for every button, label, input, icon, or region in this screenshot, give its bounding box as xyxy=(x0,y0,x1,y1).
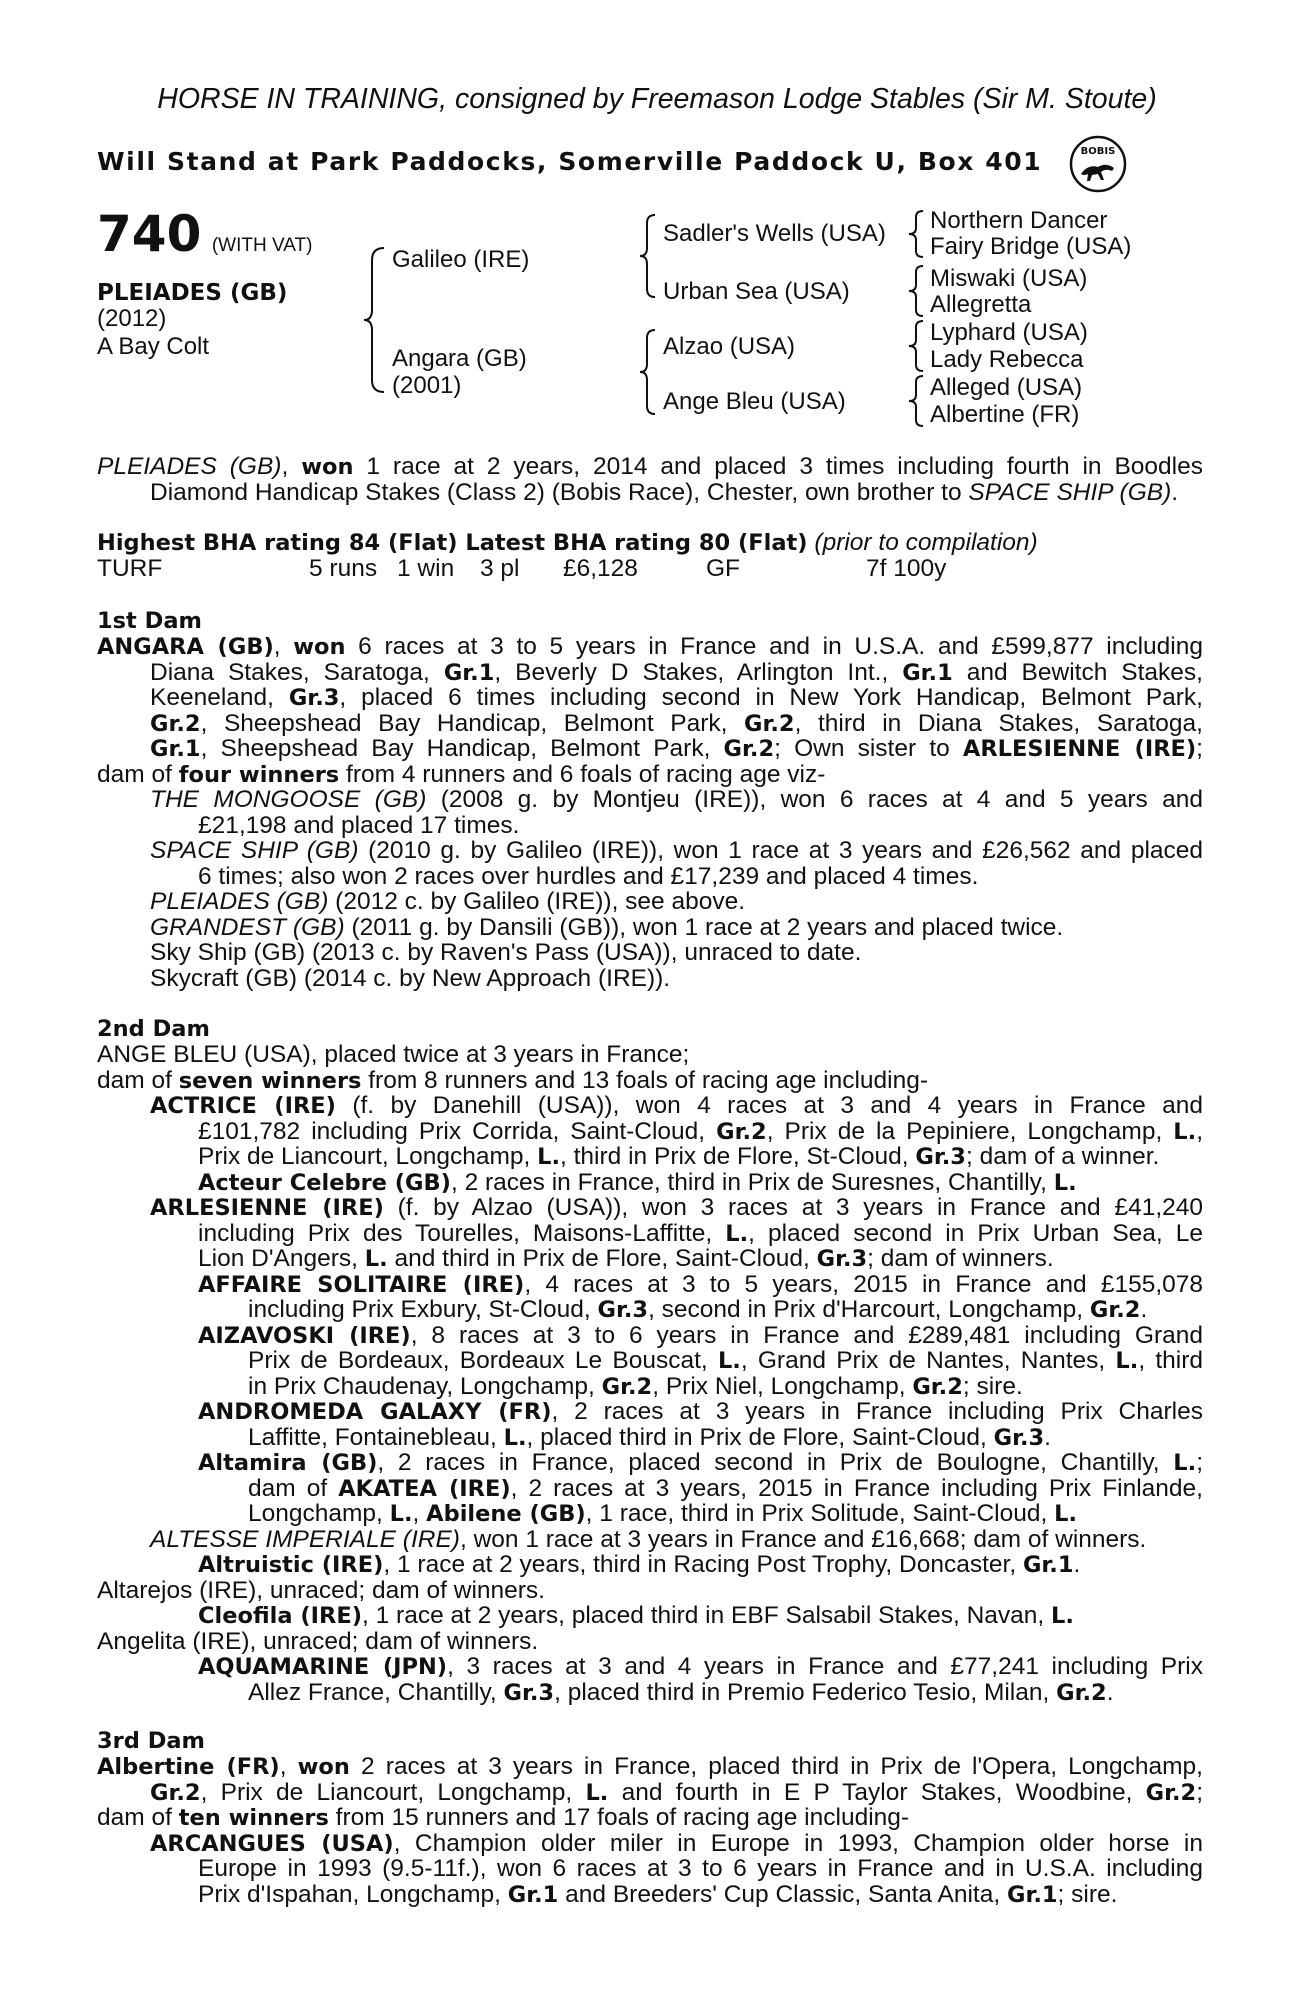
dam3-text: ; sire. xyxy=(1057,1880,1118,1908)
horse-name: PLEIADES (GB) xyxy=(97,280,288,306)
dam3-text: Europe in 1993 (9.5-11f.), won 6 races at 3 to 6 years in France and in U.S.A. including xyxy=(198,1855,1203,1882)
stand-location: Will Stand at Park Paddocks, Somerville Paddock U, Box 401 xyxy=(97,147,1043,176)
dam3-heading: 3rd Dam xyxy=(97,1728,205,1754)
dam1-text: , Beverly D Stakes, Arlington Int., xyxy=(494,658,903,686)
pedigree-sire-sire: Sadler's Wells (USA) xyxy=(663,220,886,247)
dam2-text: L. xyxy=(1173,1450,1197,1476)
dam2-line xyxy=(248,1476,1203,1502)
dam2-text: , 2 races at 3 years in France including Prix Charles xyxy=(551,1398,1203,1425)
race-record-wins: 1 win xyxy=(397,555,455,582)
dam2-line xyxy=(97,1629,538,1655)
dam1-text: 6 times; also won 2 races over hurdles and £17,239 and placed 4 times. xyxy=(198,862,979,890)
dam2-text: Lion D'Angers, xyxy=(198,1245,365,1272)
dam2-text: , 1 race at 2 years, placed third in EBF Salsabil Stakes, Navan, xyxy=(361,1602,1052,1629)
race-record-surface: TURF xyxy=(97,555,163,582)
pedigree-brace-main xyxy=(362,246,388,394)
dam2-text: AKATEA (IRE) xyxy=(338,1475,511,1502)
pedigree-g3-3: Miswaki (USA) xyxy=(930,265,1088,292)
dam2-text: L. xyxy=(1051,1603,1074,1629)
dam2-text: dam of xyxy=(97,1066,179,1094)
dam1-text: ANGARA (GB) xyxy=(97,634,274,660)
dam3-line xyxy=(150,1780,1203,1806)
dam2-text: . xyxy=(1106,1678,1114,1706)
dam2-text: AIZAVOSKI (IRE) xyxy=(198,1322,411,1349)
dam2-text: L. xyxy=(717,1348,741,1374)
pedigree-g3-8: Albertine (FR) xyxy=(930,401,1080,428)
dam2-text: Gr.2 xyxy=(601,1373,653,1400)
dam2-text: ANDROMEDA GALAXY (FR) xyxy=(198,1399,552,1425)
dam2-text: Gr.2 xyxy=(912,1373,963,1400)
dam2-text: Gr.3 xyxy=(816,1246,868,1272)
dam3-line xyxy=(198,1856,1203,1882)
dam2-text: Angelita (IRE), unraced; dam of winners. xyxy=(97,1627,539,1655)
dam1-text: won xyxy=(293,634,346,660)
dam2-text: including Prix Exbury, St-Cloud, xyxy=(248,1296,598,1323)
dam2-text: ; dam of winners. xyxy=(867,1245,1054,1272)
dam1-text: ARLESIENNE (IRE) xyxy=(962,736,1197,762)
dam2-line xyxy=(97,1042,689,1068)
dam1-text: (2008 g. by Montjeu (IRE)), won 6 races at 4 and 5 years and xyxy=(426,786,1203,813)
pedigree-brace-g3-4 xyxy=(906,374,926,428)
dam3-text: dam of xyxy=(97,1804,179,1831)
dam1-text: , third in Diana Stakes, Saratoga, xyxy=(794,709,1203,737)
dam2-text: Gr.2 xyxy=(716,1118,767,1145)
horse-description: A Bay Colt xyxy=(97,333,210,360)
pedigree-sire: Galileo (IRE) xyxy=(392,246,530,273)
dam1-line xyxy=(198,813,519,839)
dam3-line xyxy=(97,1754,1203,1780)
dam3-text: , xyxy=(279,1753,298,1780)
dam2-text: ; xyxy=(1196,1449,1203,1476)
dam2-text: ALTESSE IMPERIALE (IRE) xyxy=(150,1525,460,1553)
pedigree-g3-2: Fairy Bridge (USA) xyxy=(930,233,1132,260)
dam1-text: SPACE SHIP (GB) xyxy=(150,837,359,864)
dam1-line xyxy=(150,940,861,966)
dam2-text: , 3 races at 3 and 4 years in France and £77,241 including Prix xyxy=(447,1653,1203,1680)
dam1-text: GRANDEST (GB) xyxy=(150,913,345,941)
dam1-text: and Bewitch Stakes, xyxy=(952,658,1203,686)
dam2-text: seven winners xyxy=(178,1067,362,1094)
pedigree-brace-g3-1 xyxy=(906,209,926,259)
race-record-placed: 3 pl xyxy=(480,555,520,582)
dam2-text: , 1 race at 2 years, third in Racing Post Trophy, Doncaster, xyxy=(383,1551,1023,1578)
dam1-line xyxy=(150,915,1063,941)
dam2-line xyxy=(150,1527,1146,1553)
dam2-text: including Prix des Tourelles, Maisons-Laffitte, xyxy=(198,1219,726,1247)
dam2-line xyxy=(150,1195,1203,1221)
dam2-text: , Prix Niel, Longchamp, xyxy=(652,1372,913,1400)
dam1-text: Gr.1 xyxy=(902,659,953,686)
dam1-text: Skycraft (GB) (2014 c. by New Approach (IRE)). xyxy=(150,964,671,992)
dam2-text: £101,782 including Prix Corrida, Saint-Cloud, xyxy=(198,1117,717,1145)
dam1-line xyxy=(150,966,670,992)
dam2-text: L. xyxy=(1053,1169,1077,1196)
dam2-line xyxy=(248,1348,1203,1374)
dam2-text: Cleofila (IRE) xyxy=(198,1603,362,1629)
dam2-text: , third xyxy=(1138,1347,1204,1374)
dam2-text: , third in Prix de Flore, St-Cloud, xyxy=(560,1143,916,1170)
dam2-text: , placed second in Prix Urban Sea, Le xyxy=(748,1219,1204,1247)
dam2-text: L. xyxy=(725,1220,749,1247)
pedigree-brace-g3-2 xyxy=(906,264,926,318)
dam1-line xyxy=(198,864,978,890)
dam2-text: Prix de Bordeaux, Bordeaux Le Bouscat, xyxy=(248,1347,718,1374)
dam2-text: , placed third in Premio Federico Tesio, Milan, xyxy=(554,1678,1057,1706)
dam2-line xyxy=(248,1374,1023,1400)
dam2-text: AFFAIRE SOLITAIRE (IRE) xyxy=(198,1271,525,1298)
dam1-text: Gr.2 xyxy=(744,710,795,737)
dam2-text: ARLESIENNE (IRE) xyxy=(150,1195,384,1221)
dam1-text: Gr.1 xyxy=(443,659,495,686)
dam2-text: Altarejos (IRE), unraced; dam of winners. xyxy=(97,1576,545,1604)
dam2-text: L. xyxy=(1054,1501,1078,1527)
dam3-text: L. xyxy=(585,1779,609,1806)
dam1-line xyxy=(150,787,1203,813)
dam2-text: and third in Prix de Flore, Saint-Cloud, xyxy=(387,1245,817,1272)
dam2-text: , Prix de la Pepiniere, Longchamp, xyxy=(766,1117,1174,1145)
dam2-line xyxy=(198,1323,1203,1349)
dam1-text: from 4 runners and 6 foals of racing age viz- xyxy=(339,760,826,788)
dam2-text: L. xyxy=(389,1501,413,1527)
dam2-line xyxy=(248,1501,1077,1527)
dam3-line xyxy=(150,1831,1203,1857)
dam3-text: and Breeders' Cup Classic, Santa Anita, xyxy=(558,1880,1007,1908)
race-record-going: GF xyxy=(706,555,741,582)
bobis-logo xyxy=(1068,134,1128,194)
dam1-text: 6 races at 3 to 5 years in France and in U.S.A. and £599,877 including xyxy=(345,633,1203,660)
intro-line-2: Diamond Handicap Stakes (Class 2) (Bobis Race), Chester, own brother to SPACE SHIP (GB). xyxy=(150,479,1179,506)
pedigree-g3-6: Lady Rebecca xyxy=(930,346,1084,373)
dam2-line xyxy=(248,1680,1114,1706)
dam3-text: won xyxy=(297,1754,350,1780)
dam2-text: Altamira (GB) xyxy=(198,1450,378,1476)
dam3-text: Gr.1 xyxy=(1006,1881,1058,1908)
dam3-line xyxy=(198,1882,1117,1908)
pedigree-dam-sire: Alzao (USA) xyxy=(663,333,796,360)
dam2-line xyxy=(97,1578,545,1604)
pedigree-g3-7: Alleged (USA) xyxy=(930,374,1083,401)
dam2-text: , placed third in Prix de Flore, Saint-Cloud, xyxy=(526,1423,994,1451)
pedigree-sire-dam: Urban Sea (USA) xyxy=(663,278,850,305)
bobis-logo-text: BOBIS xyxy=(1080,146,1116,157)
dam2-text: Gr.1 xyxy=(1022,1552,1074,1578)
dam2-line xyxy=(198,1399,1203,1425)
dam2-text: Gr.2 xyxy=(1089,1297,1141,1323)
dam2-line xyxy=(198,1552,1080,1578)
dam1-line xyxy=(150,889,745,915)
dam2-text: , second in Prix d'Harcourt, Longchamp, xyxy=(648,1296,1090,1323)
dam2-text: (f. by Alzao (USA)), won 3 races at 3 years in France and £41,240 xyxy=(383,1194,1204,1221)
dam2-text: L. xyxy=(1115,1348,1139,1374)
dam3-text: , Prix de Liancourt, Longchamp, xyxy=(200,1778,586,1806)
dam2-heading: 2nd Dam xyxy=(97,1016,210,1042)
dam2-text: , 8 races at 3 to 6 years in France and £289,481 including Grand xyxy=(410,1321,1204,1349)
dam2-text: L. xyxy=(537,1144,561,1170)
dam1-text: Gr.3 xyxy=(288,685,340,711)
dam1-text: Diana Stakes, Saratoga, xyxy=(150,658,444,686)
dam2-text: Gr.3 xyxy=(915,1144,966,1170)
pedigree-brace-sire xyxy=(638,213,658,299)
dam2-line xyxy=(248,1425,1051,1451)
dam1-line xyxy=(150,711,1203,737)
dam2-line xyxy=(198,1654,1203,1680)
dam2-line xyxy=(150,1093,1203,1119)
dam2-text: . xyxy=(1073,1551,1081,1578)
dam3-text: Albertine (FR) xyxy=(97,1754,280,1780)
dam2-text: , 1 race, third in Prix Solitude, Saint-Cloud, xyxy=(585,1500,1055,1527)
dam1-text: , xyxy=(273,633,294,660)
pedigree-brace-g3-3 xyxy=(906,319,926,373)
dam2-line xyxy=(198,1119,1203,1145)
dam3-text: from 15 runners and 17 foals of racing age including- xyxy=(328,1804,910,1831)
bha-rating: Highest BHA rating 84 (Flat) Latest BHA rating 80 (Flat) (prior to compilation) xyxy=(97,529,1038,556)
pedigree-g3-1: Northern Dancer xyxy=(930,207,1108,234)
dam2-text: Gr.3 xyxy=(993,1424,1045,1451)
dam2-line xyxy=(198,1603,1074,1629)
race-record-distance: 7f 100y xyxy=(866,555,947,582)
pedigree-g3-4: Allegretta xyxy=(930,291,1032,318)
dam2-text: from 8 runners and 13 foals of racing age including- xyxy=(361,1066,928,1094)
pedigree-dam-dam: Ange Bleu (USA) xyxy=(663,388,846,415)
dam1-text: Gr.2 xyxy=(150,710,201,737)
pedigree-brace-dam xyxy=(638,328,658,416)
dam2-line xyxy=(198,1170,1077,1196)
dam2-text: , 2 races in France, third in Prix de Suresnes, Chantilly, xyxy=(450,1168,1054,1196)
dam2-text: ; dam of a winner. xyxy=(965,1143,1160,1170)
dam2-line xyxy=(198,1246,1054,1272)
horse-year: (2012) xyxy=(97,305,167,332)
dam1-text: £21,198 and placed 17 times. xyxy=(198,811,520,839)
race-record-runs: 5 runs xyxy=(309,555,378,582)
dam2-line xyxy=(248,1297,1147,1323)
dam1-text: Gr.1 xyxy=(150,736,201,762)
dam1-text: (2011 g. by Dansili (GB)), won 1 race at 2 years and placed twice. xyxy=(344,913,1064,941)
dam3-text: ARCANGUES (USA) xyxy=(150,1830,394,1857)
dam3-text: Gr.2 xyxy=(1145,1779,1197,1806)
dam2-line xyxy=(97,1068,928,1094)
dam2-text: Allez France, Chantilly, xyxy=(248,1678,504,1706)
dam2-text: , Grand Prix de Nantes, Nantes, xyxy=(740,1347,1116,1374)
dam2-text: Abilene (GB) xyxy=(426,1501,586,1527)
dam2-text: , 2 races at 3 years, 2015 in France including Prix Finlande, xyxy=(510,1474,1203,1502)
pedigree-dam-year: (2001) xyxy=(392,372,462,399)
dam3-text: Prix d'Ispahan, Longchamp, xyxy=(198,1880,508,1908)
dam1-text: , Sheepshead Bay Handicap, Belmont Park, xyxy=(200,735,724,762)
dam2-text: L. xyxy=(1173,1118,1197,1145)
dam3-text: ten winners xyxy=(178,1805,329,1831)
dam1-text: PLEIADES (GB) xyxy=(150,888,329,915)
dam2-text: ANGE BLEU (USA), placed twice at 3 years in France; xyxy=(97,1041,690,1068)
dam2-text: Gr.2 xyxy=(1056,1679,1107,1706)
dam3-text: and fourth in E P Taylor Stakes, Woodbine, xyxy=(608,1778,1146,1806)
dam1-line xyxy=(150,685,1203,711)
dam1-text: Keeneland, xyxy=(150,684,289,711)
dam2-text: AQUAMARINE (JPN) xyxy=(198,1654,448,1680)
dam2-text: L. xyxy=(503,1424,527,1451)
dam3-line xyxy=(97,1805,909,1831)
dam2-text: dam of xyxy=(248,1474,339,1502)
dam1-text: dam of xyxy=(97,760,179,788)
dam2-text: , xyxy=(412,1500,427,1527)
race-record-prize: £6,128 xyxy=(563,555,638,582)
dam1-text: , Sheepshead Bay Handicap, Belmont Park, xyxy=(200,709,745,737)
dam1-line xyxy=(97,634,1203,660)
dam2-text: . xyxy=(1140,1296,1148,1323)
dam2-text: ; sire. xyxy=(962,1372,1023,1400)
pedigree-g3-5: Lyphard (USA) xyxy=(930,319,1088,346)
dam3-text: Gr.1 xyxy=(507,1881,559,1908)
dam2-text: Gr.3 xyxy=(503,1679,555,1706)
dam3-text: Gr.2 xyxy=(150,1779,201,1806)
dam1-text: Sky Ship (GB) (2013 c. by Raven's Pass (USA)), unraced to date. xyxy=(150,939,862,966)
dam2-text: Gr.3 xyxy=(597,1297,649,1323)
dam1-text: , placed 6 times including second in New York Handicap, Belmont Park, xyxy=(339,684,1203,711)
dam2-text: (f. by Danehill (USA)), won 4 races at 3 and 4 years in France and xyxy=(335,1092,1203,1119)
dam2-text: , 2 races in France, placed second in Prix de Boulogne, Chantilly, xyxy=(377,1449,1174,1476)
dam3-text: ; xyxy=(1196,1778,1203,1806)
intro-line-1: PLEIADES (GB), won 1 race at 2 years, 2014 and placed 3 times including fourth in Boodles xyxy=(97,453,1204,480)
dam2-text: , xyxy=(1196,1117,1203,1145)
dam1-text: THE MONGOOSE (GB) xyxy=(150,786,427,813)
dam1-line xyxy=(97,762,825,788)
pedigree-dam: Angara (GB) xyxy=(392,345,527,372)
dam1-heading: 1st Dam xyxy=(97,608,202,634)
dam2-text: , 4 races at 3 to 5 years, 2015 in France and £155,078 xyxy=(524,1270,1204,1298)
dam1-text: ; Own sister to xyxy=(774,735,963,762)
dam2-text: Acteur Celebre (GB) xyxy=(198,1169,451,1196)
dam2-text: Longchamp, xyxy=(248,1500,390,1527)
dam2-text: L. xyxy=(364,1246,388,1272)
dam2-text: . xyxy=(1044,1423,1051,1451)
dam1-text: ; xyxy=(1196,735,1203,762)
dam2-text: Laffitte, Fontainebleau, xyxy=(248,1423,504,1451)
dam2-line xyxy=(198,1272,1203,1298)
dam2-text: Prix de Liancourt, Longchamp, xyxy=(198,1143,538,1170)
dam3-text: , Champion older miler in Europe in 1993, Champion older horse in xyxy=(393,1829,1203,1857)
dam2-line xyxy=(198,1450,1203,1476)
dam2-line xyxy=(198,1221,1203,1247)
dam2-text: ACTRICE (IRE) xyxy=(150,1093,336,1119)
dam3-text: 2 races at 3 years in France, placed third in Prix de l'Opera, Longchamp, xyxy=(349,1753,1203,1780)
dam1-line xyxy=(150,736,1203,762)
dam2-text: Altruistic (IRE) xyxy=(198,1552,384,1578)
dam2-text: , won 1 race at 3 years in France and £16,668; dam of winners. xyxy=(459,1525,1147,1553)
dam1-text: (2010 g. by Galileo (IRE)), won 1 race at 3 years and £26,562 and placed xyxy=(358,837,1204,864)
dam2-text: in Prix Chaudenay, Longchamp, xyxy=(248,1372,602,1400)
dam2-line xyxy=(198,1144,1159,1170)
dam1-text: Gr.2 xyxy=(723,736,775,762)
dam1-line xyxy=(150,660,1203,686)
dam1-text: (2012 c. by Galileo (IRE)), see above. xyxy=(328,888,746,915)
lot-vat: (WITH VAT) xyxy=(211,235,313,256)
page-title: HORSE IN TRAINING, consigned by Freemason Lodge Stables (Sir M. Stoute) xyxy=(157,83,1157,115)
dam1-text: four winners xyxy=(178,761,340,788)
lot-number: 740 xyxy=(97,205,202,263)
dam1-line xyxy=(150,838,1203,864)
